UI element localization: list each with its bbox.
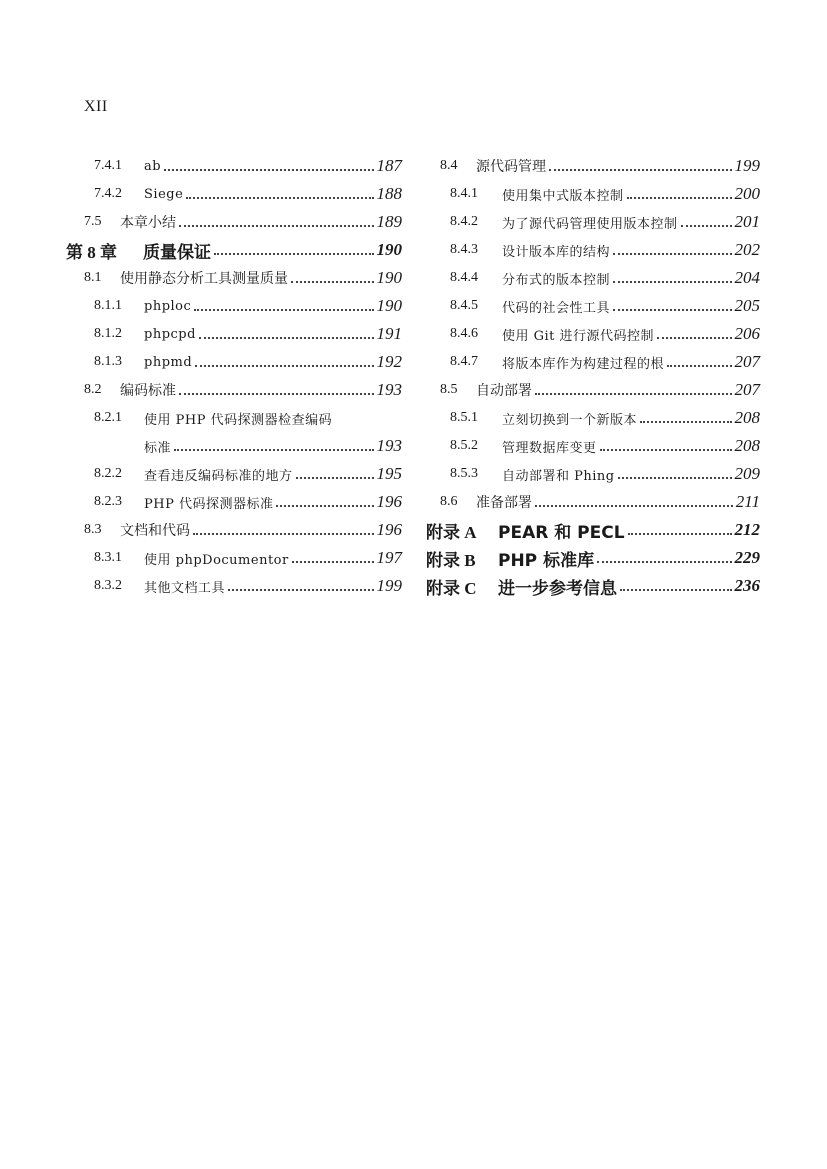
dot-leader: [549, 169, 732, 171]
toc-entry-title: 准备部署: [476, 495, 532, 511]
toc-entry-number: 8.1.2: [94, 326, 122, 341]
toc-entry-title: 立刻切换到一个新版本: [502, 412, 638, 428]
toc-entry-number: 附录 B: [426, 550, 476, 570]
toc-entry-title: PEAR 和 PECL: [498, 522, 625, 543]
toc-entry-title: phpcpd: [144, 326, 196, 342]
toc-entry-page: 201: [734, 212, 760, 231]
toc-entry-page: 191: [376, 324, 402, 343]
toc-entry[interactable]: [66, 404, 402, 432]
toc-entry[interactable]: [66, 152, 402, 180]
toc-entry-page: 189: [376, 212, 402, 231]
toc-entry-page: 192: [376, 352, 402, 371]
toc-entry-number: 附录 A: [426, 522, 477, 542]
toc-entry-page: 188: [376, 184, 402, 203]
toc-entry-title: 其他文档工具: [144, 580, 226, 596]
toc-entry[interactable]: [66, 236, 402, 264]
toc-entry-number: 8.4.2: [450, 214, 478, 229]
toc-entry-title: 标准: [144, 440, 172, 456]
toc-entry-title: PHP 标准库: [498, 550, 595, 571]
toc-entry[interactable]: [66, 376, 402, 404]
dot-leader: [193, 533, 374, 535]
dot-leader: [613, 253, 731, 255]
toc-entry[interactable]: [66, 264, 402, 292]
toc-entry[interactable]: [66, 432, 402, 460]
dot-leader: [194, 309, 373, 311]
toc-entry[interactable]: [66, 544, 402, 572]
dot-leader: [627, 197, 732, 199]
toc-entry-title: 将版本库作为构建过程的根: [502, 356, 665, 372]
toc-entry-title: 编码标准: [120, 383, 176, 399]
toc-entry-number: 8.5.2: [450, 438, 478, 453]
dot-leader: [620, 589, 732, 591]
dot-leader: [195, 365, 373, 367]
toc-entry-number: 8.5: [440, 382, 458, 397]
toc-entry-page: 208: [734, 408, 760, 427]
toc-entry[interactable]: [426, 432, 760, 460]
dot-leader: [199, 337, 374, 339]
dot-leader: [535, 393, 732, 395]
dot-leader: [535, 505, 733, 507]
dot-leader: [296, 477, 374, 479]
toc-entry-title: Siege: [144, 186, 184, 202]
dot-leader: [174, 449, 373, 451]
toc-entry-page: 190: [376, 268, 402, 287]
dot-leader: [597, 561, 731, 563]
dot-leader: [228, 589, 373, 591]
toc-entry-number: 8.4.6: [450, 326, 478, 341]
dot-leader: [618, 477, 732, 479]
dot-leader: [667, 365, 731, 367]
dot-leader: [164, 169, 373, 171]
toc-entry-title: 使用 PHP 代码探测器检查编码: [144, 412, 333, 428]
toc-entry-title: PHP 代码探测器标准: [144, 496, 274, 512]
toc-entry-number: 7.5: [84, 214, 102, 229]
toc-entry-number: 8.5.3: [450, 466, 478, 481]
toc-entry-title: 使用 phpDocumentor: [144, 552, 289, 568]
toc-entry[interactable]: [66, 460, 402, 488]
toc-entry-title: ab: [144, 158, 162, 174]
toc-entry-title: 分布式的版本控制: [502, 272, 611, 288]
toc-entry-page: 190: [376, 296, 402, 315]
dot-leader: [600, 449, 732, 451]
dot-leader: [640, 421, 731, 423]
dot-leader: [179, 393, 374, 395]
toc-entry-number: 8.1.1: [94, 298, 122, 313]
toc-entry[interactable]: [66, 208, 402, 236]
toc-entry-number: 8.4.1: [450, 186, 478, 201]
toc-entry-page: 207: [734, 380, 760, 399]
toc-entry-title: 进一步参考信息: [498, 578, 617, 599]
toc-entry[interactable]: [66, 488, 402, 516]
toc-entry[interactable]: [426, 376, 760, 404]
toc-entry-title: 源代码管理: [476, 159, 546, 175]
toc-entry-title: 为了源代码管理使用版本控制: [502, 216, 678, 232]
toc-entry-number: 8.3.2: [94, 578, 122, 593]
toc-entry-number: 8.4.3: [450, 242, 478, 257]
toc-entry[interactable]: [66, 348, 402, 376]
toc-entry-page: 197: [376, 548, 402, 567]
toc-entry[interactable]: [426, 404, 760, 432]
dot-leader: [186, 197, 373, 199]
toc-entry[interactable]: [66, 180, 402, 208]
toc-entry-page: 206: [734, 324, 760, 343]
toc-entry-number: 8.3: [84, 522, 102, 537]
toc-entry-title: 文档和代码: [120, 523, 190, 539]
toc-entry-page: 193: [376, 380, 402, 399]
toc-entry-page: 190: [376, 240, 402, 259]
toc-entry-title: 自动部署: [476, 383, 532, 399]
toc-entry-page: 236: [734, 576, 760, 595]
toc-entry[interactable]: [426, 180, 760, 208]
toc-entry-number: 第 8 章: [66, 242, 117, 262]
toc-entry-page: 195: [376, 464, 402, 483]
toc-entry-page: 200: [734, 184, 760, 203]
toc-entry-number: 8.4.5: [450, 298, 478, 313]
toc-entry-title: 使用静态分析工具测量质量: [120, 271, 288, 287]
toc-entry-number: 8.4.4: [450, 270, 478, 285]
toc-entry[interactable]: [426, 488, 760, 516]
dot-leader: [613, 309, 731, 311]
toc-entry-title: 代码的社会性工具: [502, 300, 611, 316]
toc-entry-page: 211: [735, 492, 760, 511]
toc-entry-title: 管理数据库变更: [502, 440, 597, 456]
toc-right-column: [426, 152, 760, 600]
toc-entry-title: 使用集中式版本控制: [502, 188, 624, 204]
toc-entry-title: 查看违反编码标准的地方: [144, 468, 293, 484]
toc-entry[interactable]: [426, 152, 760, 180]
toc-entry-page: 202: [734, 240, 760, 259]
toc-entry-page: 193: [376, 436, 402, 455]
toc-entry-number: 7.4.2: [94, 186, 122, 201]
toc-entry-page: 199: [734, 156, 760, 175]
toc-entry-number: 8.4.7: [450, 354, 478, 369]
toc-entry-page: 187: [376, 156, 402, 175]
toc-entry[interactable]: [66, 320, 402, 348]
toc-entry-number: 8.5.1: [450, 410, 478, 425]
page-number: XII: [84, 98, 108, 115]
toc-entry-number: 8.3.1: [94, 550, 122, 565]
toc-entry[interactable]: [426, 292, 760, 320]
toc-entry[interactable]: [426, 544, 760, 572]
dot-leader: [276, 505, 373, 507]
toc-entry-page: 205: [734, 296, 760, 315]
toc-entry-title: 自动部署和 Phing: [502, 468, 615, 484]
toc-entry-number: 8.1: [84, 270, 102, 285]
toc-entry[interactable]: [426, 236, 760, 264]
dot-leader: [613, 281, 731, 283]
toc-entry-page: 229: [734, 548, 760, 567]
toc-entry[interactable]: [426, 208, 760, 236]
toc-entry-page: 196: [376, 492, 402, 511]
toc-entry-number: 8.6: [440, 494, 458, 509]
toc-left-column: [66, 152, 402, 600]
toc-entry-title: 质量保证: [143, 242, 211, 263]
toc-entry[interactable]: [426, 320, 760, 348]
toc-entry-number: 7.4.1: [94, 158, 122, 173]
toc-entry-number: 8.2.2: [94, 466, 122, 481]
toc-entry[interactable]: [426, 460, 760, 488]
dot-leader: [628, 533, 732, 535]
toc-entry[interactable]: [66, 292, 402, 320]
toc-entry-page: 204: [734, 268, 760, 287]
toc-entry-page: 208: [734, 436, 760, 455]
toc-entry-title: 设计版本库的结构: [502, 244, 611, 260]
toc-entry[interactable]: [426, 348, 760, 376]
toc-entry-page: 212: [734, 520, 760, 539]
toc-entry-title: 本章小结: [120, 215, 176, 231]
toc-entry-page: 207: [734, 352, 760, 371]
dot-leader: [681, 225, 732, 227]
dot-leader: [179, 225, 374, 227]
toc-entry-number: 附录 C: [426, 578, 477, 598]
toc-entry[interactable]: [66, 516, 402, 544]
dot-leader: [291, 281, 374, 283]
toc-entry-number: 8.2.3: [94, 494, 122, 509]
dot-leader: [214, 253, 374, 255]
toc-entry-number: 8.2: [84, 382, 102, 397]
toc-entry-number: 8.1.3: [94, 354, 122, 369]
dot-leader: [292, 561, 374, 563]
toc-entry-page: 209: [734, 464, 760, 483]
toc-entry-title: phploc: [144, 298, 192, 314]
toc-entry-page: 196: [376, 520, 402, 539]
toc-entry-number: 8.2.1: [94, 410, 122, 425]
toc-entry[interactable]: [426, 516, 760, 544]
toc-entry-title: 使用 Git 进行源代码控制: [502, 328, 655, 344]
toc-entry-title: phpmd: [144, 354, 193, 370]
toc-entry[interactable]: [426, 264, 760, 292]
toc-entry[interactable]: [66, 572, 402, 600]
toc-entry[interactable]: [426, 572, 760, 600]
dot-leader: [657, 337, 731, 339]
toc-entry-page: 199: [376, 576, 402, 595]
toc-entry-number: 8.4: [440, 158, 458, 173]
